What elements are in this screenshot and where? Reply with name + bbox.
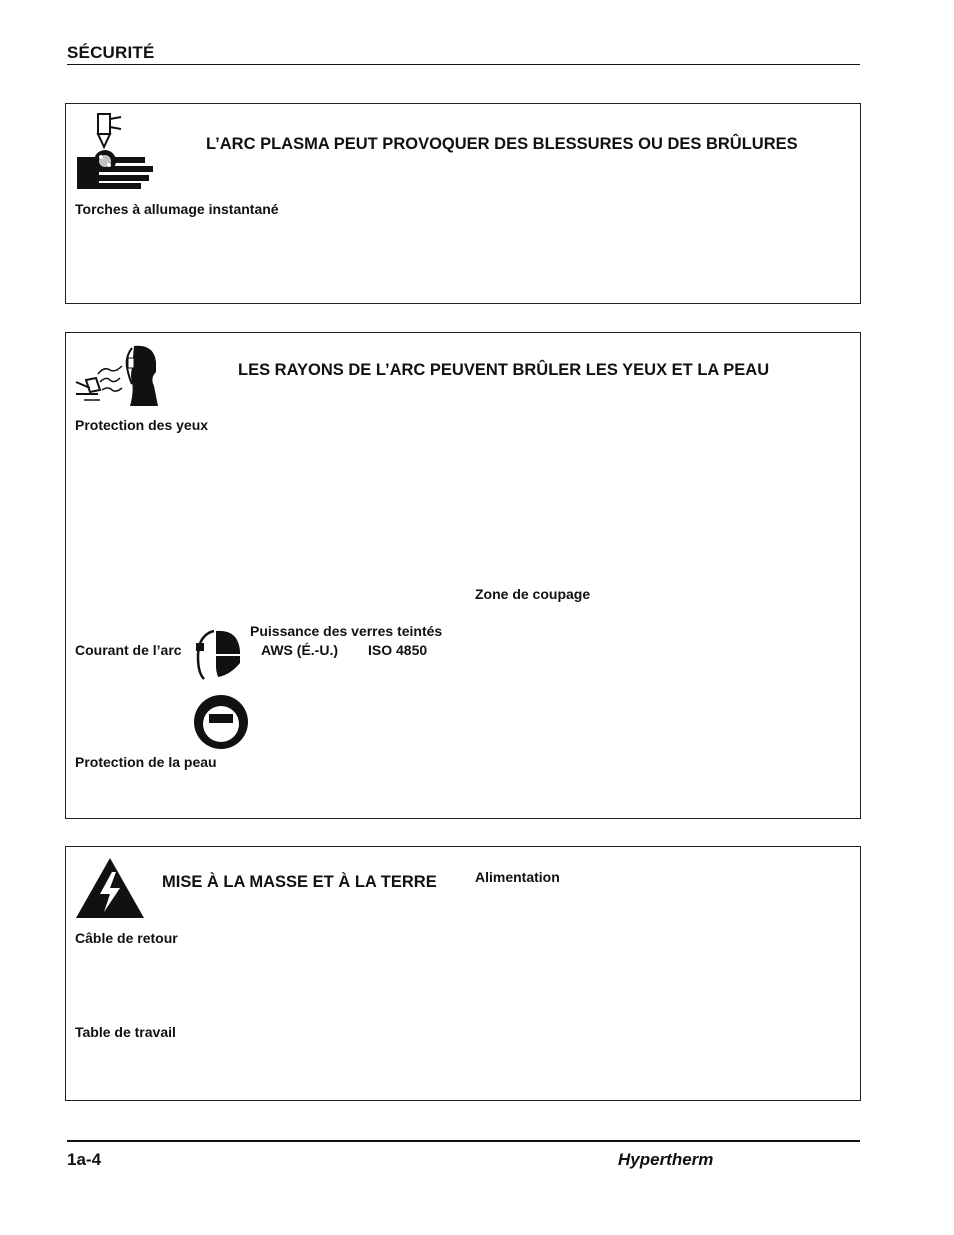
electric-shock-warning-icon [74, 856, 146, 920]
aws-column-label: AWS (É.-U.) [261, 642, 338, 658]
iso-column-label: ISO 4850 [368, 642, 428, 658]
torch-hand-burn-icon [75, 111, 155, 191]
skin-protection-label: Protection de la peau [75, 754, 217, 770]
power-supply-label: Alimentation [475, 869, 560, 885]
arc-rays-section [65, 332, 861, 819]
plasma-arc-section [65, 103, 861, 304]
face-shield-icon [194, 629, 242, 681]
arc-current-label: Courant de l’arc [75, 642, 182, 658]
shade-power-label: Puissance des verres teintés [250, 623, 443, 639]
footer-divider [67, 1140, 860, 1142]
eye-protection-label: Protection des yeux [75, 417, 209, 433]
brand-name: Hypertherm [618, 1150, 714, 1169]
work-table-label: Table de travail [75, 1024, 176, 1040]
welding-helmet-icon [192, 693, 250, 751]
grounding-section [65, 846, 861, 1101]
page-number: 1a-4 [67, 1150, 102, 1169]
welder-face-shield-icon [74, 342, 164, 410]
plasma-arc-heading: L’ARC PLASMA PEUT PROVOQUER DES BLESSURES OU DES BRÛLURES [206, 135, 798, 153]
arc-rays-heading: LES RAYONS DE L’ARC PEUVENT BRÛLER LES YEUX ET LA PEAU [238, 361, 770, 379]
cutting-zone-label: Zone de coupage [475, 586, 591, 602]
header-divider [67, 64, 860, 65]
grounding-heading: MISE À LA MASSE ET À LA TERRE [162, 873, 437, 891]
section-title: SÉCURITÉ [67, 43, 155, 62]
return-cable-label: Câble de retour [75, 930, 178, 946]
instant-on-torches-label: Torches à allumage instantané [75, 201, 279, 217]
